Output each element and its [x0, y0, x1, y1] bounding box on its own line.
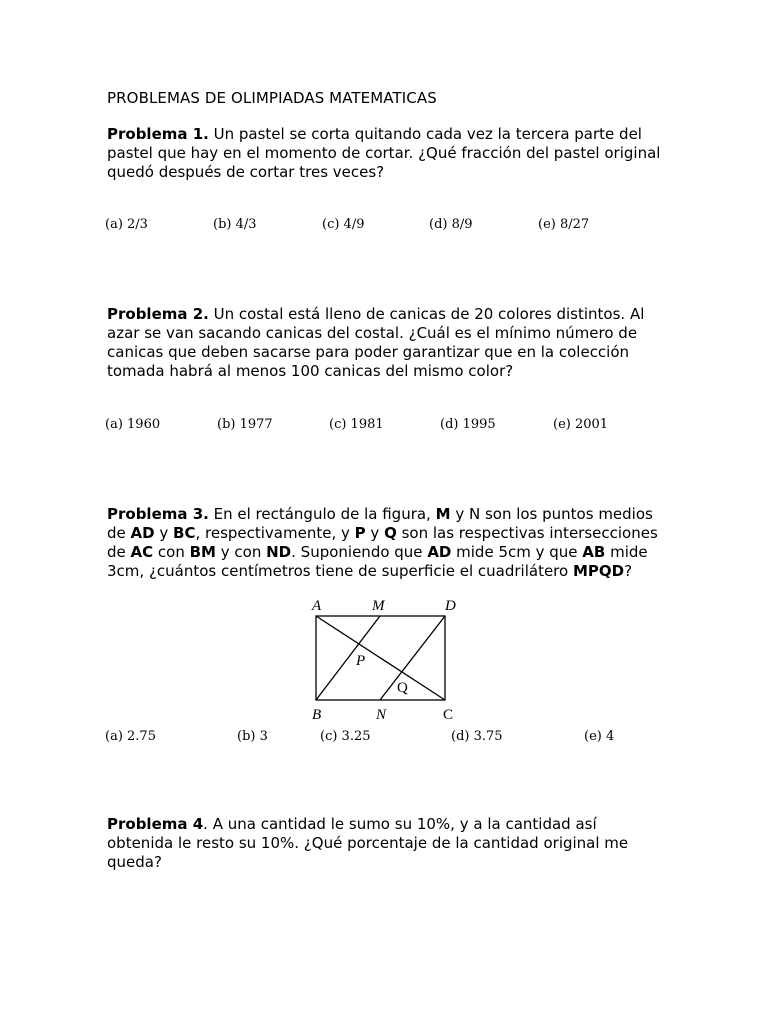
problem-1-option-a: (a) 2/3 — [105, 217, 148, 232]
problem-3-text — [107, 505, 667, 581]
point-p-ref: P — [354, 524, 366, 542]
problem-3-option-d: (d) 3.75 — [451, 729, 503, 744]
problem-1-label: Problema 1. — [107, 125, 209, 143]
label-a: A — [312, 598, 322, 614]
quadrilateral-mpqd-ref: MPQD — [572, 562, 625, 580]
problem-1-option-d: (d) 8/9 — [429, 217, 473, 232]
segment-bm — [316, 616, 380, 700]
problem-3-text-run: mide 3cm, ¿cuántos centímetros tiene de superficie el cuadrilátero — [107, 543, 648, 580]
problem-3-label: Problema 3. — [107, 505, 209, 523]
label-c: C — [443, 707, 454, 723]
label-m: M — [372, 598, 385, 614]
problem-4-label: Problema 4 — [107, 815, 204, 833]
problem-3-option-a: (a) 2.75 — [105, 729, 156, 744]
diagonal-ac — [316, 616, 445, 700]
problem-3-option-e: (e) 4 — [584, 729, 615, 744]
problem-2-option-a: (a) 1960 — [105, 417, 161, 432]
problem-2-option-b: (b) 1977 — [217, 417, 273, 432]
label-d: D — [445, 598, 456, 614]
document-title: PROBLEMAS DE OLIMPIADAS MATEMATICAS — [107, 89, 437, 107]
segment-bm-ref: BM — [189, 543, 216, 561]
point-m-ref: M — [435, 505, 451, 523]
problem-2-label: Problema 2. — [107, 305, 209, 323]
segment-nd — [380, 616, 445, 700]
problem-3-text-run: con — [153, 543, 190, 561]
problem-3-text-run: y N son los puntos medios de — [107, 505, 653, 542]
problem-3-option-b: (b) 3 — [237, 729, 268, 744]
segment-ad-ref-2: AD — [427, 543, 452, 561]
problem-1-text — [107, 125, 667, 182]
label-p: P — [356, 653, 366, 669]
problem-1-statement: Un pastel se corta quitando cada vez la tercera parte del pastel que hay en el momento de cortar. ¿Qué fracción del pastel original quedó después de cortar tres veces? — [107, 125, 661, 181]
problem-3-text-run: y — [154, 524, 174, 542]
label-n: N — [376, 707, 387, 723]
segment-ab-ref: AB — [582, 543, 606, 561]
problem-4-text — [107, 815, 667, 872]
rectangle-figure — [300, 592, 470, 724]
problem-1-option-b: (b) 4/3 — [213, 217, 257, 232]
label-b: B — [312, 707, 322, 723]
problem-2-text — [107, 305, 667, 381]
segment-ad-ref: AD — [130, 524, 155, 542]
problem-3-text-run: mide 5cm y que — [451, 543, 583, 561]
problem-3-text-run: y — [365, 524, 385, 542]
problem-3-text-run: son las respectivas intersecciones de — [107, 524, 658, 561]
problem-2-option-e: (e) 2001 — [553, 417, 609, 432]
point-q-ref: Q — [384, 524, 397, 542]
label-q: Q — [397, 680, 408, 696]
problem-3-text-run: . Suponiendo que — [291, 543, 428, 561]
problem-2-option-d: (d) 1995 — [440, 417, 496, 432]
problem-3-option-c: (c) 3.25 — [320, 729, 371, 744]
segment-ac-ref: AC — [130, 543, 154, 561]
problem-1-option-c: (c) 4/9 — [322, 217, 365, 232]
problem-3-text-run: ? — [624, 562, 633, 580]
segment-nd-ref: ND — [266, 543, 292, 561]
problem-3-text-run: En el rectángulo de la figura, — [208, 505, 436, 523]
problem-3-text-run: y con — [216, 543, 267, 561]
problem-3-text-run: , respectivamente, y — [195, 524, 355, 542]
problem-2-statement: Un costal está lleno de canicas de 20 colores distintos. Al azar se van sacando canicas del costal. ¿Cuál es el mínimo número de canicas que deben sacarse para poder garantizar que en la colección tomada habrá al menos 100 canicas del mismo color? — [107, 305, 645, 380]
problem-1-option-e: (e) 8/27 — [538, 217, 590, 232]
problem-4-statement: . A una cantidad le sumo su 10%, y a la cantidad así obtenida le resto su 10%. ¿Qué porcentaje de la cantidad original me queda? — [107, 815, 629, 871]
problem-2-option-c: (c) 1981 — [329, 417, 384, 432]
segment-bc-ref: BC — [173, 524, 196, 542]
